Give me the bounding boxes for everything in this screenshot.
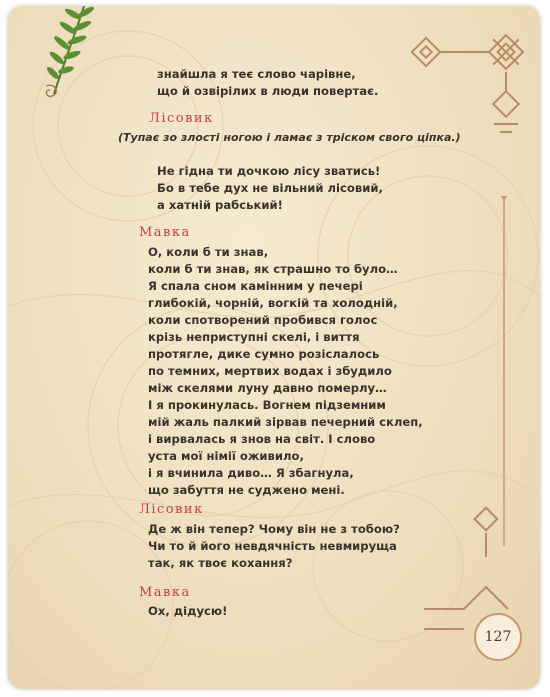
text-line: що забуття не суджено мені. xyxy=(148,483,345,497)
text-line: Я спала сном камінним у печері xyxy=(148,279,363,293)
page-number: 127 xyxy=(474,613,522,661)
text-line: так, як твоє кохання? xyxy=(148,556,293,570)
text-line: Ох, дідусю! xyxy=(148,604,228,618)
speaker-lisovyk: Лісовик xyxy=(139,502,204,517)
play-text xyxy=(8,6,540,689)
speaker-mavka: Мавка xyxy=(139,585,191,600)
text-line: мій жаль палкий зірвав печерний склеп, xyxy=(148,415,423,429)
text-line: знайшла я теє слово чарівне, xyxy=(157,67,356,81)
text-line: по темних, мертвих водах і збудило xyxy=(148,364,392,378)
text-line: уста мої німії оживило, xyxy=(148,449,304,463)
book-page xyxy=(8,6,540,689)
text-line: Де ж він тепер? Чому він не з тобою? xyxy=(148,522,400,536)
text-line: коли б ти знав, як страшно то було… xyxy=(148,262,398,276)
stage-direction: (Тупає зо злості ногою і ламає з тріском свого ціпка.) xyxy=(118,131,461,144)
text-line: і вирвалась я знов на світ. І слово xyxy=(148,432,376,446)
text-line: Не гідна ти дочкою лісу зватись! xyxy=(157,164,381,178)
text-line: І я прокинулась. Вогнем підземним xyxy=(148,398,386,412)
text-line: Бо в тебе дух не вільний лісовий, xyxy=(157,181,383,195)
text-line: протягле, дике сумно розіслалось xyxy=(148,347,380,361)
text-line: коли спотворений пробився голос xyxy=(148,313,378,327)
text-line: глибокій, чорній, вогкій та холодній, xyxy=(148,296,398,310)
text-line: Чи то й його невдячність невмируща xyxy=(148,539,397,553)
speaker-lisovyk: Лісовик xyxy=(149,111,214,126)
text-line: що й озвірілих в люди повертає. xyxy=(157,84,379,98)
text-line: між скелями луну давно померлу… xyxy=(148,381,387,395)
text-line: і я вчинила диво… Я збагнула, xyxy=(148,466,354,480)
text-line: а хатній рабський! xyxy=(157,198,283,212)
speaker-mavka: Мавка xyxy=(139,225,191,240)
text-line: О, коли б ти знав, xyxy=(148,245,269,259)
text-line: крізь неприступні скелі, і виття xyxy=(148,330,360,344)
